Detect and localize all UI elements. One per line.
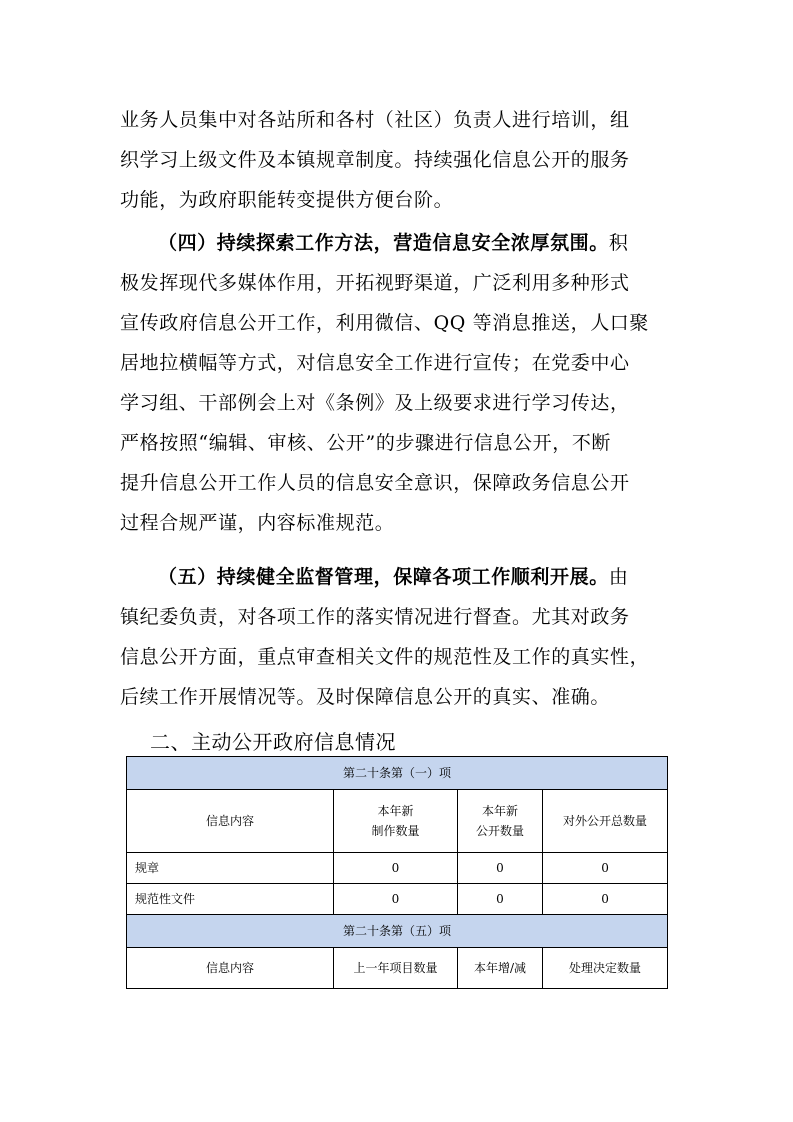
section-heading: 二、主动公开政府信息情况 xyxy=(150,730,396,754)
text-line: 业务人员集中对各站所和各村（社区）负责人进行培训，组 xyxy=(120,109,630,131)
text-line xyxy=(120,223,680,263)
text-line: 宣传政府信息公开工作，利用微信、QQ 等消息推送，人口聚 xyxy=(120,312,649,334)
header-cell-content: 信息内容 xyxy=(127,790,334,853)
table-row xyxy=(127,853,668,884)
paragraph-training xyxy=(120,100,680,220)
text-line xyxy=(120,557,680,597)
text-line: 极发挥现代多媒体作用，开拓视野渠道，广泛利用多种形式 xyxy=(120,272,630,294)
table-header-row xyxy=(127,790,668,853)
text-run: 积 xyxy=(608,232,629,254)
header-cell-new-public xyxy=(458,790,543,853)
header-line: 制作数量 xyxy=(371,824,420,838)
row-value-made: 0 xyxy=(334,853,458,884)
header-cell-decisions: 处理决定数量 xyxy=(543,948,668,989)
text-line: 学习组、干部例会上对《条例》及上级要求进行学习传达， xyxy=(120,392,630,414)
section-title-cell: 第二十条第（五）项 xyxy=(127,915,668,948)
disclosure-table xyxy=(126,756,668,989)
table-band-row xyxy=(127,757,668,790)
text-line: 信息公开方面，重点审查相关文件的规范性及工作的真实性， xyxy=(120,646,650,668)
text-line: 功能，为政府职能转变提供方便台阶。 xyxy=(120,189,454,211)
paragraph-supervision xyxy=(120,557,680,717)
text-line: 织学习上级文件及本镇规章制度。持续强化信息公开的服务 xyxy=(120,149,630,171)
table-band-row xyxy=(127,915,668,948)
row-value-published: 0 xyxy=(458,853,543,884)
table-row xyxy=(127,884,668,915)
paragraph-bold-heading: （五）持续健全监督管理，保障各项工作顺利开展。 xyxy=(158,566,609,588)
header-line: 公开数量 xyxy=(475,824,524,838)
text-line: 过程合规严谨，内容标准规范。 xyxy=(120,512,395,534)
row-value-published: 0 xyxy=(458,884,543,915)
text-line: 居地拉横幅等方式，对信息安全工作进行宣传；在党委中心 xyxy=(120,352,630,374)
header-cell-new-made xyxy=(334,790,458,853)
text-line: 后续工作开展情况等。及时保障信息公开的真实、准确。 xyxy=(120,686,611,708)
header-line: 本年新 xyxy=(377,804,414,818)
table-header-row xyxy=(127,948,668,989)
header-cell-change: 本年增/减 xyxy=(458,948,543,989)
header-cell-content: 信息内容 xyxy=(127,948,334,989)
header-cell-total-public: 对外公开总数量 xyxy=(543,790,668,853)
text-line: 提升信息公开工作人员的信息安全意识，保障政务信息公开 xyxy=(120,472,630,494)
row-value-made: 0 xyxy=(334,884,458,915)
text-line: 严格按照“编辑、审核、公开”的步骤进行信息公开，不断 xyxy=(120,432,612,454)
header-line: 本年新 xyxy=(481,804,518,818)
section-title-cell: 第二十条第（一）项 xyxy=(127,757,668,790)
text-run: 由 xyxy=(608,566,629,588)
row-value-total: 0 xyxy=(543,853,668,884)
paragraph-bold-heading: （四）持续探索工作方法，营造信息安全浓厚氛围。 xyxy=(158,232,609,254)
row-value-total: 0 xyxy=(543,884,668,915)
paragraph-work-methods xyxy=(120,223,680,543)
row-label: 规范性文件 xyxy=(127,884,334,915)
text-line: 镇纪委负责，对各项工作的落实情况进行督查。尤其对政务 xyxy=(120,606,630,628)
header-cell-last-year: 上一年项目数量 xyxy=(334,948,458,989)
row-label: 规章 xyxy=(127,853,334,884)
